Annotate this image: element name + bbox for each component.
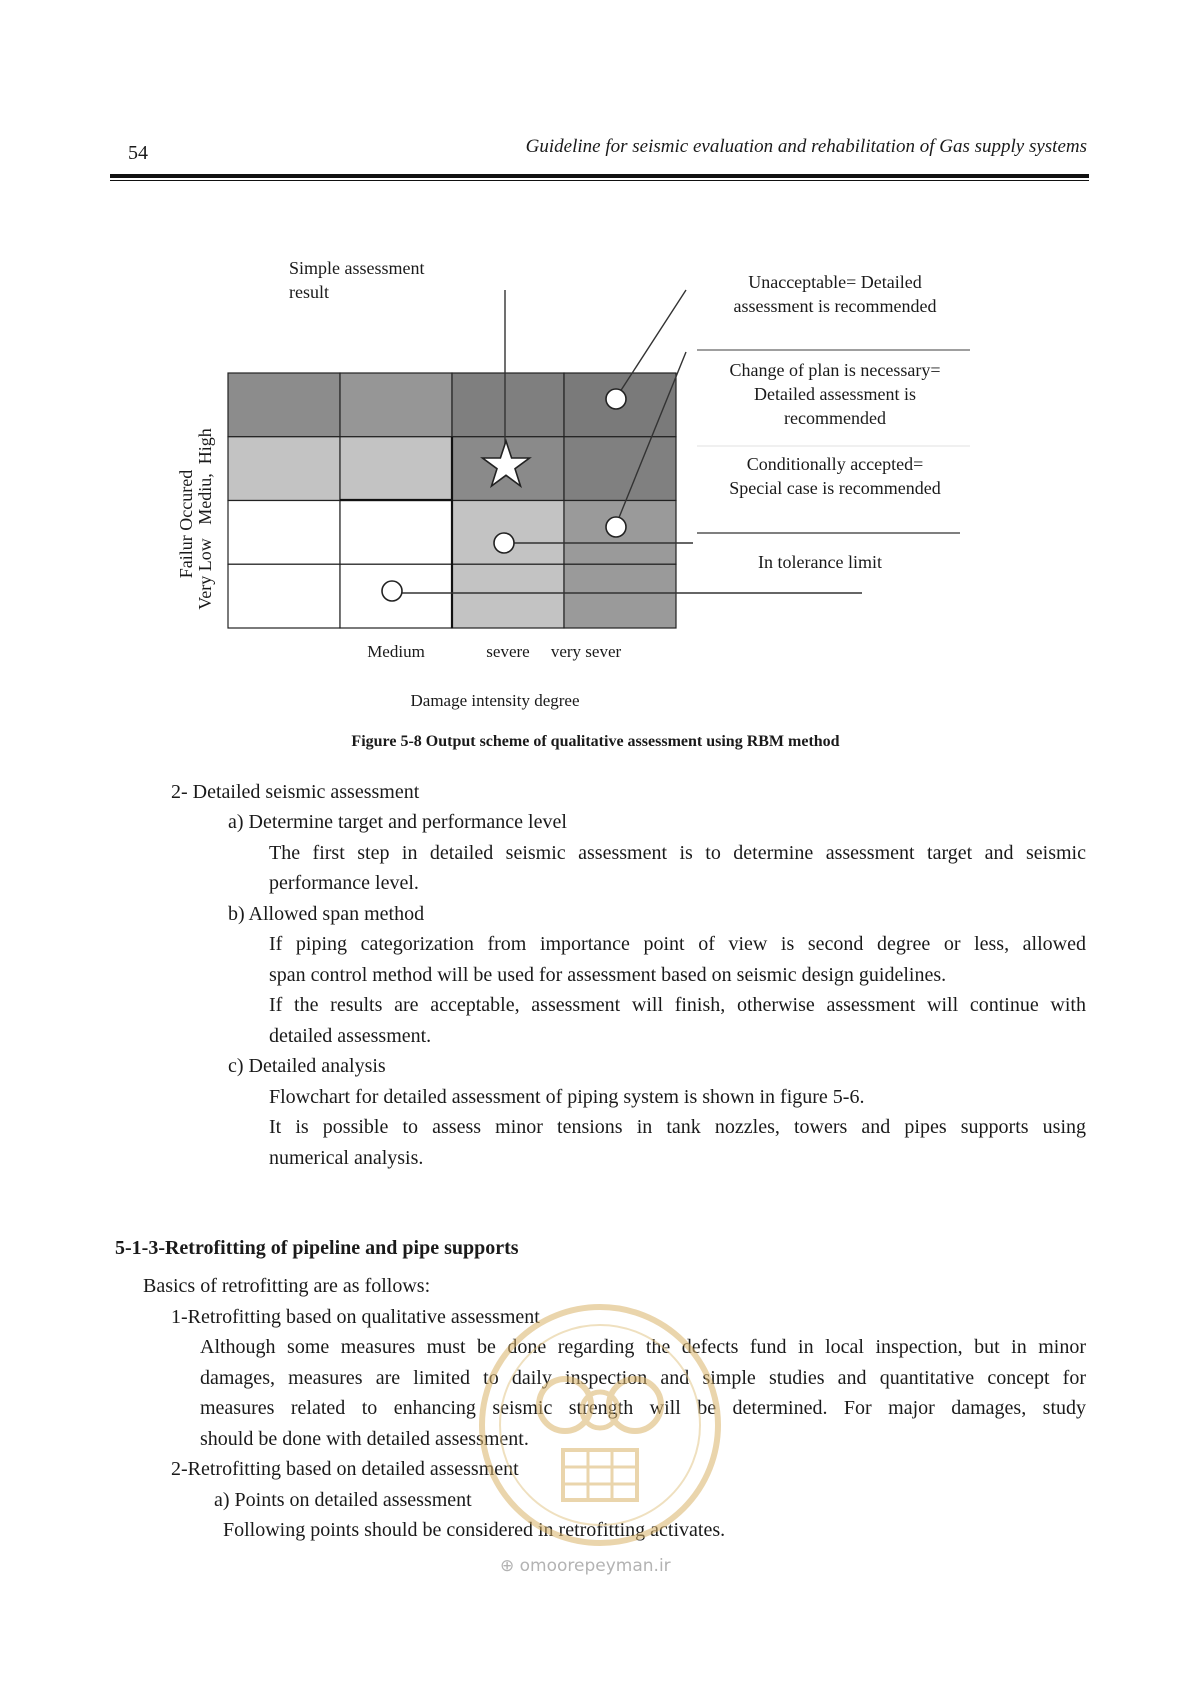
matrix-cell-r3-c2 [452,564,564,628]
matrix-cell-r1-c1 [340,437,452,501]
matrix-cell-r0-c2 [452,373,564,437]
item-a-title: a) Determine target and performance level [228,811,567,833]
item-b-line-2: span control method will be used for assessment based on seismic design guidelines. [269,964,947,986]
x-tick-very-severe: very sever [550,642,622,661]
retrofit-intro: Basics of retrofitting are as follows: [143,1275,431,1297]
legend-tolerance: In tolerance limit [758,552,882,572]
section-5-1-3-heading: 5-1-3-Retrofitting of pipeline and pipe supports [115,1237,519,1259]
x-tick-severe: severe [486,642,530,661]
watermark-logo [475,1300,725,1550]
x-axis-title: Damage intensity degree [410,691,580,710]
y-axis-title: Failur Occured [176,469,196,579]
retrofit-1-line-1: Although some measures must be done regarding the defects fund in local inspection, but in minor [200,1336,1086,1358]
matrix-cell-r1-c0 [228,437,340,501]
matrix-cell-r1-c3 [564,437,676,501]
retrofit-2a-line-1: Following points should be considered in retrofitting activates. [223,1519,726,1541]
item-c-line-1: Flowchart for detailed assessment of piping system is shown in figure 5-6. [269,1086,865,1108]
change-of-plan-marker [606,517,626,537]
conditional-marker [494,533,514,553]
section-2-title: 2- Detailed seismic assessment [171,781,420,803]
item-c-line-2: It is possible to assess minor tensions in tank nozzles, towers and pipes supports using [269,1116,1086,1138]
item-c-title: c) Detailed analysis [228,1055,386,1077]
legend-unacceptable: Unacceptable= Detailed assessment is recommended [733,272,937,316]
x-tick-medium: Medium [367,642,425,661]
item-b-line-1: If piping categorization from importance point of view is second degree or less, allowed [269,933,1086,955]
matrix-cell-r2-c1 [340,501,452,565]
item-a-line-1: The first step in detailed seismic assessment is to determine assessment target and seismic [269,842,1086,864]
item-c-line-3: numerical analysis. [269,1147,424,1169]
retrofit-1-title: 1-Retrofitting based on qualitative assessment [171,1306,540,1328]
matrix-cell-r0-c0 [228,373,340,437]
retrofit-1-line-2: damages, measures are limited to daily inspection and simple studies and quantitative concept for [200,1367,1086,1389]
matrix-cell-r2-c2 [452,501,564,565]
item-b-title: b) Allowed span method [228,903,425,925]
y-axis-levels: Very Low Mediu, High [195,428,215,610]
matrix-cell-r3-c0 [228,564,340,628]
figure-caption: Figure 5-8 Output scheme of qualitative assessment using RBM method [351,733,840,750]
page-number: 54 [128,142,148,164]
item-a-line-2: performance level. [269,872,419,894]
matrix-cell-r0-c1 [340,373,452,437]
running-header: Guideline for seismic evaluation and rehabilitation of Gas supply systems [525,136,1087,157]
item-b-line-3: If the results are acceptable, assessment will finish, otherwise assessment will continue with [269,994,1086,1016]
matrix-cell-r2-c0 [228,501,340,565]
simple-result-label: Simple assessment result [289,258,425,302]
retrofit-1-line-4: should be done with detailed assessment. [200,1428,529,1450]
retrofit-2a-title: a) Points on detailed assessment [214,1489,472,1511]
watermark-text: ⊕ omoorepeyman.ir [500,1556,671,1576]
legend-change-of-plan: Change of plan is necessary= Detailed assessment is recommended [729,360,941,428]
matrix-cell-r3-c3 [564,564,676,628]
item-b-line-4: detailed assessment. [269,1025,432,1047]
unacceptable-marker [606,389,626,409]
tolerance-marker [382,581,402,601]
legend-conditionally-accepted: Conditionally accepted= Special case is recommended [729,454,941,498]
retrofit-1-line-3: measures related to enhancing seismic strength will be determined. For major damages, study [200,1397,1086,1419]
retrofit-2-title: 2-Retrofitting based on detailed assessment [171,1458,519,1480]
